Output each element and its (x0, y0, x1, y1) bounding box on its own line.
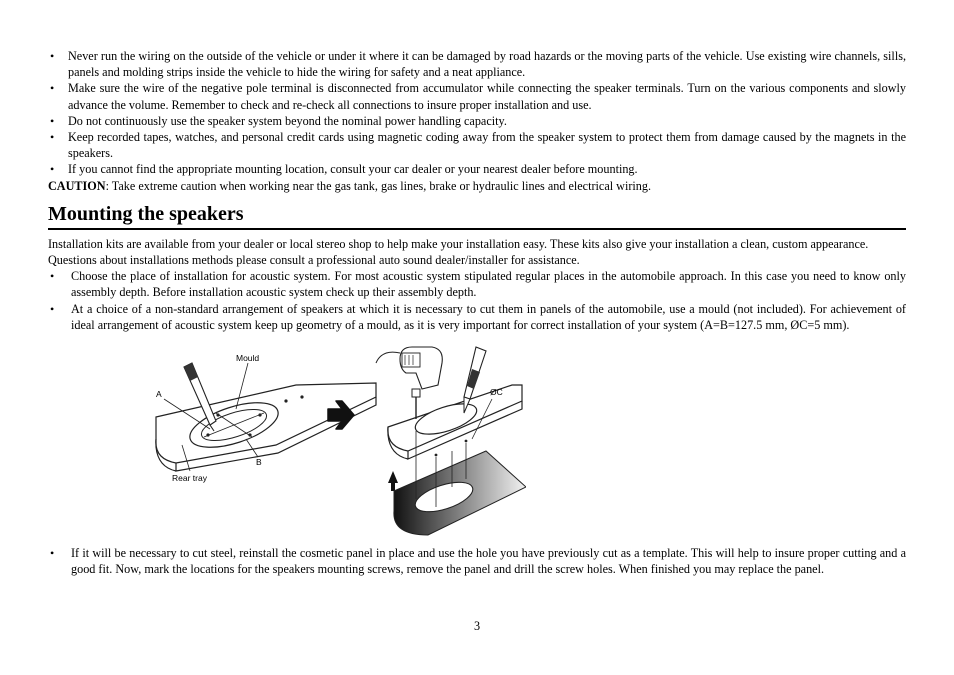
bullet-dot: • (50, 113, 55, 128)
bullet-dot: • (50, 301, 55, 316)
bullet-text: Do not continuously use the speaker system beyond the nominal power handling capacity. (68, 113, 507, 128)
arrow-up-icon (388, 471, 398, 491)
precautions-list (48, 48, 906, 178)
bullet-text: If it will be necessary to cut steel, reinstall the cosmetic panel in place and use the hole you have previously cut as a template. This will help to insure proper cutting and a good fit. Now, mark the locations for the speakers mounting screws, remove the panel and drill the screw holes. When finished you may replace the panel. (71, 546, 906, 577)
caution-text: : Take extreme caution when working near the gas tank, gas lines, brake or hydraulic lines and electrical wiring. (105, 178, 652, 193)
manual-page (48, 48, 906, 577)
list-item (48, 129, 906, 161)
bullet-text: If you cannot find the appropriate mounting location, consult your car dealer or your nearest dealer before mounting. (68, 162, 638, 177)
list-item (48, 48, 906, 80)
final-list (48, 545, 906, 577)
bullet-text: At a choice of a non-standard arrangement of speakers at which it is necessary to cut them in panels of the automobile, use a mould (not included). For achievement of ideal arrangement of acoustic system keep up geometry of a mould, as it is very important for correct installation of your system (A=B=127.5 mm, ØC=5 mm). (71, 301, 906, 332)
mounting-list (48, 268, 906, 333)
bullet-text: Choose the place of installation for acoustic system. For most acoustic system stipulated regular places in the automobile approach. In this case you need to know only assembly depth. Before installation acoustic system check up their assembly depth. (71, 269, 906, 300)
figure-label-b: B (256, 457, 262, 468)
bullet-dot: • (50, 162, 55, 177)
list-item (48, 301, 906, 333)
list-item (48, 545, 906, 577)
bullet-dot: • (50, 269, 55, 284)
list-item (48, 113, 906, 129)
intro-paragraph: Installation kits are available from your dealer or local stereo shop to help make your installation easy. These kits also give your installation a clean, custom appearance. Questions about installations methods please consult a professional auto sound dealer/installer for assistance. (48, 236, 869, 268)
list-item (48, 80, 906, 112)
figure-label-mould: Mould (236, 353, 260, 364)
mounting-figure (48, 339, 906, 545)
bullet-dot: • (50, 49, 55, 63)
caution-label: CAUTION (48, 178, 106, 193)
bullet-dot: • (50, 130, 55, 145)
bullet-text: Make sure the wire of the negative pole terminal is disconnected from accumulator while connecting the speaker terminals. Turn on the various components and slowly advance the volume. Remember to check and re-check all connections to insure proper installation and use. (68, 81, 906, 112)
bullet-dot: • (50, 81, 55, 96)
bullet-text: Keep recorded tapes, watches, and personal credit cards using magnetic coding away from the speaker system to protect them from damage caused by the magnets in the speakers. (68, 130, 906, 161)
bullet-dot: • (50, 546, 55, 561)
mounting-illustration (146, 339, 526, 545)
bullet-text: Never run the wiring on the outside of the vehicle or under it where it can be damaged by road hazards or the moving parts of the vehicle. Use existing wire channels, sills, panels and molding strips inside the vehicle to hide the wiring for safety and a neat appliance. (68, 49, 906, 80)
figure-label-a: A (156, 389, 162, 400)
page-number: 3 (473, 619, 481, 633)
figure-label-c: ØC (490, 387, 503, 398)
figure-label-rear-tray: Rear tray (172, 473, 207, 484)
panel-drawing (376, 347, 526, 535)
caution-note (48, 178, 906, 194)
section-title: Mounting the speakers (48, 202, 906, 230)
list-item (48, 161, 906, 177)
list-item (48, 268, 906, 300)
